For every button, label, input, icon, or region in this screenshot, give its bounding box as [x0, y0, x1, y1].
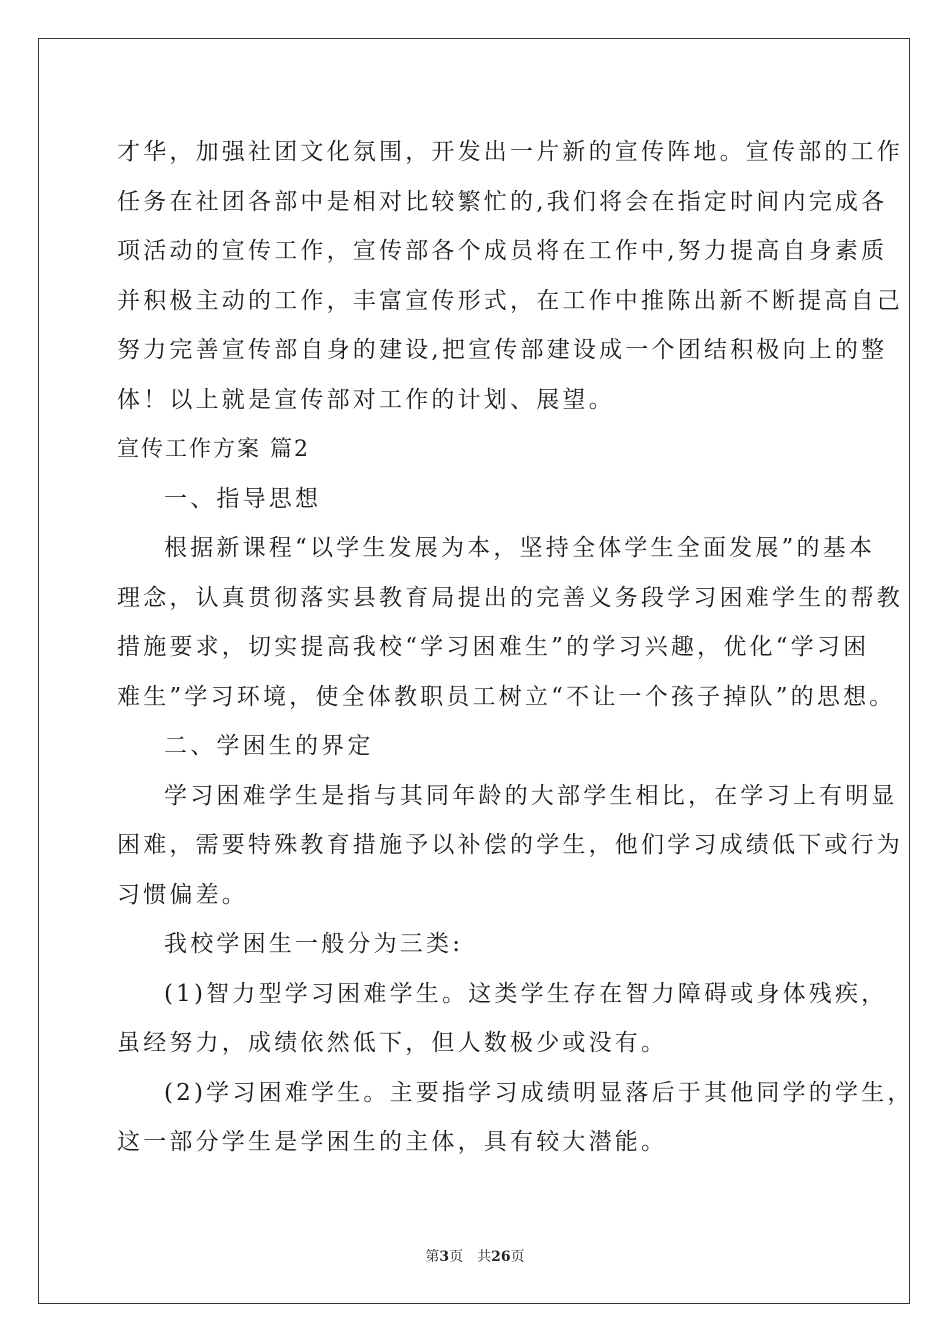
paragraph-line: (2)学习困难学生。主要指学习成绩明显落后于其他同学的学生， [164, 1079, 914, 1106]
section-title: 宣传工作方案 篇2 [117, 437, 310, 462]
paragraph-line: 项活动的宣传工作，宣传部各个成员将在工作中,努力提高自身素质 [117, 238, 888, 264]
paragraph-line: 并积极主动的工作，丰富宣传形式，在工作中推陈出新不断提高自己 [117, 287, 903, 314]
paragraph-line: 我校学困生一般分为三类: [164, 931, 464, 957]
paragraph-line: 根据新课程“以学生发展为本，坚持全体学生全面发展”的基本 [164, 535, 876, 561]
page-prefix: 第 [425, 1249, 440, 1265]
paragraph-line: 体！以上就是宣传部对工作的计划、展望。 [117, 386, 615, 413]
paragraph-line: 习惯偏差。 [117, 881, 248, 908]
paragraph-line: 才华，加强社团文化氛围，开发出一片新的宣传阵地。宣传部的工作 [117, 139, 903, 165]
document-body [117, 128, 914, 1168]
paragraph-line: 学习困难学生是指与其同年龄的大部学生相比，在学习上有明显 [164, 782, 898, 809]
paragraph-line: 这一部分学生是学困生的主体，具有较大潜能。 [117, 1129, 668, 1155]
paragraph-line: 理念，认真贯彻落实县教育局提出的完善义务段学习困难学生的帮教 [117, 584, 903, 611]
paragraph-line: 措施要求，切实提高我校“学习困难生”的学习兴趣，优化“学习困 [117, 634, 870, 660]
page-suffix: 页 [449, 1249, 464, 1265]
total-prefix: 共 [477, 1249, 492, 1265]
page-footer [0, 1246, 950, 1266]
current-page-number: 3 [439, 1249, 450, 1265]
paragraph-line: (1)智力型学习困难学生。这类学生存在智力障碍或身体残疾， [164, 980, 888, 1007]
total-pages-number: 26 [491, 1249, 511, 1265]
section-heading: 二、学困生的界定 [164, 733, 374, 759]
paragraph-line: 努力完善宣传部自身的建设,把宣传部建设成一个团结积极向上的整 [117, 337, 888, 363]
section-heading: 一、指导思想 [164, 485, 322, 512]
total-suffix: 页 [510, 1249, 525, 1265]
paragraph-line: 虽经努力，成绩依然低下，但人数极少或没有。 [117, 1030, 668, 1056]
paragraph-line: 难生”学习环境，使全体教职员工树立“不让一个孩子掉队”的思想。 [117, 683, 896, 710]
paragraph-line: 任务在社团各部中是相对比较繁忙的,我们将会在指定时间内完成各 [117, 188, 888, 215]
paragraph-line: 困难，需要特殊教育措施予以补偿的学生，他们学习成绩低下或行为 [117, 832, 903, 858]
